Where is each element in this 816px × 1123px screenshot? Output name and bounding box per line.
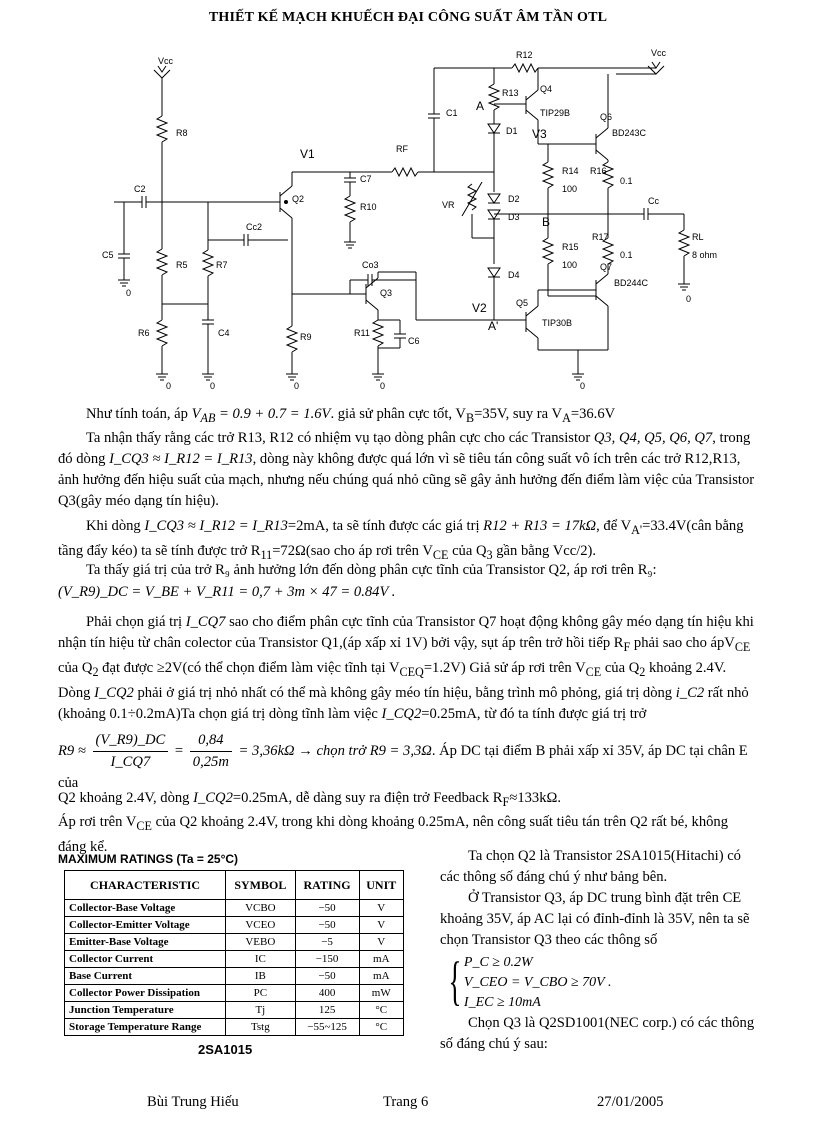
svg-text:0: 0 bbox=[126, 288, 132, 298]
paragraph-icq7: Phải chọn giá trị I_CQ7 sao cho điểm phân cực tĩnh của Transistor Q7 hoạt động không gây méo dạng tín hiệu khi nhận tín hiệu từ chân colector của Transistor Q1,(áp xấp xỉ 1V) bởi vậy, sụt áp trên trở hồi tiếp $R_F$ phải sao cho ápV$_{CE}$ của $Q_2$ đạt được ≥2V(có thể chọn điểm làm việc tĩnh tại $V_{CEQ}=1.2V$) Giả sử áp rơi trên $V_{CE}$ của $Q_2$ khoảng 2.4V. Dòng I_CQ2 phải ở giá trị nhỏ nhất có thể mà không gây méo tín hiệu, bằng trình mô phỏng, giá trị dòng i_C2 rất nhỏ (khoảng 0.1÷0.2mA)Ta chọn giá trị dòng tĩnh làm việc I_CQ2=0.25mA, từ đó ta tính được giá trị trở bbox=[58, 614, 754, 722]
paragraph-q3-choice: Chọn Q3 là Q2SD1001(NEC corp.) có các thông số đáng chú ý sau: bbox=[440, 1015, 755, 1052]
svg-text:0.1: 0.1 bbox=[620, 176, 633, 186]
col-header: RATING bbox=[295, 871, 359, 900]
svg-text:D1: D1 bbox=[506, 126, 518, 136]
svg-text:RF: RF bbox=[396, 144, 408, 154]
svg-text:Q5: Q5 bbox=[516, 298, 529, 308]
table-row: Collector Current IC −150 mA bbox=[65, 951, 404, 968]
table-row: Emitter-Base Voltage VEBO −5 V bbox=[65, 934, 404, 951]
paragraph-r9: Ta thấy giá trị của trở R₉ ảnh hưởng lớn đến dòng phân cực tĩnh của Transistor Q2, áp rơi trên R₉: bbox=[86, 562, 657, 578]
svg-text:R7: R7 bbox=[216, 260, 228, 270]
footer-date: 27/01/2005 bbox=[597, 1094, 664, 1110]
table-caption: MAXIMUM RATINGS (Ta = 25°C) bbox=[58, 852, 239, 866]
svg-text:0: 0 bbox=[580, 381, 586, 391]
page-title: THIẾT KẾ MẠCH KHUẾCH ĐẠI CÔNG SUẤT ÂM TẦN OTL bbox=[208, 10, 608, 25]
svg-text:C5: C5 bbox=[102, 250, 114, 260]
q3-conditions: { P_C ≥ 0.2W V_CEO = V_CBO ≥ 70V . I_EC ≥ 10mA bbox=[448, 951, 612, 1011]
svg-text:V3: V3 bbox=[532, 127, 547, 141]
svg-text:Vcc: Vcc bbox=[651, 48, 667, 58]
paragraph-q2-choice: Ta chọn Q2 là Transistor 2SA1015(Hitachi) có các thông số đáng chú ý như bảng bên. bbox=[440, 848, 741, 885]
ratings-table-figure bbox=[58, 852, 424, 1060]
paragraph-q3: Ở Transistor Q3, áp DC trung bình đặt trên CE khoảng 35V, áp AC lại có đỉnh-đỉnh là 35V, nên ta sẽ chọn Transistor Q3 theo các thông số bbox=[440, 890, 750, 948]
circuit-diagram bbox=[96, 44, 722, 396]
svg-text:0: 0 bbox=[294, 381, 300, 391]
svg-text:C1: C1 bbox=[446, 108, 458, 118]
svg-text:C6: C6 bbox=[408, 336, 420, 346]
svg-text:R17: R17 bbox=[592, 232, 609, 242]
table-row: Collector-Emitter Voltage VCEO −50 V bbox=[65, 917, 404, 934]
svg-text:Q7: Q7 bbox=[600, 262, 613, 272]
svg-text:R14: R14 bbox=[562, 166, 579, 176]
svg-text:BD244C: BD244C bbox=[614, 278, 649, 288]
svg-text:8 ohm: 8 ohm bbox=[692, 250, 718, 260]
part-number: 2SA1015 bbox=[198, 1042, 253, 1057]
col-header: UNIT bbox=[359, 871, 403, 900]
table-row: Collector Power Dissipation PC 400 mW bbox=[65, 985, 404, 1002]
svg-text:R9: R9 bbox=[300, 332, 312, 342]
ratings-table bbox=[64, 870, 404, 1036]
svg-text:BD243C: BD243C bbox=[612, 128, 647, 138]
svg-text:R11: R11 bbox=[354, 328, 370, 338]
svg-text:R13: R13 bbox=[502, 88, 519, 98]
vcc-left-label: Vcc bbox=[158, 56, 174, 66]
svg-text:TIP29B: TIP29B bbox=[540, 108, 571, 118]
table-row: Base Current IB −50 mA bbox=[65, 968, 404, 985]
svg-text:Q3: Q3 bbox=[380, 288, 393, 298]
svg-text:Q6: Q6 bbox=[600, 112, 613, 122]
paragraph-vab: Như tính toán, áp $V_{AB} = 0.9 + 0.7 = 1.6V$. giả sử phân cực tốt, $V_B=35V$, suy ra $V_A=36.6V$ bbox=[86, 406, 616, 425]
right-column bbox=[440, 846, 758, 1055]
svg-text:0: 0 bbox=[380, 381, 386, 391]
col-header: CHARACTERISTIC bbox=[65, 871, 226, 900]
svg-text:D2: D2 bbox=[508, 194, 520, 204]
svg-text:Cc2: Cc2 bbox=[246, 222, 263, 232]
svg-text:R12: R12 bbox=[516, 50, 533, 60]
svg-text:Q4: Q4 bbox=[540, 84, 553, 94]
equation-r9: R9 ≈ $\frac{(V\_R9)\_DC}{I\_CQ7}$ = $\frac{0,84}{0,25m}$ = 3,36kΩ → chọn trở R9 = 3,3Ω. Áp DC tại điểm B phải xấp xỉ 35V, áp DC tại chân E của bbox=[58, 732, 748, 791]
svg-text:TIP30B: TIP30B bbox=[542, 318, 573, 328]
svg-text:Co3: Co3 bbox=[362, 260, 379, 270]
svg-text:R6: R6 bbox=[138, 328, 150, 338]
table-row: Collector-Base Voltage VCBO −50 V bbox=[65, 900, 404, 917]
svg-text:A: A bbox=[476, 99, 485, 113]
svg-text:0: 0 bbox=[686, 294, 692, 304]
svg-text:0: 0 bbox=[166, 381, 172, 391]
svg-text:Cc: Cc bbox=[648, 196, 659, 206]
svg-text:RL: RL bbox=[692, 232, 704, 242]
svg-text:R5: R5 bbox=[176, 260, 188, 270]
svg-text:100: 100 bbox=[562, 184, 578, 194]
svg-text:Q2: Q2 bbox=[292, 194, 305, 204]
svg-text:V2: V2 bbox=[472, 301, 487, 315]
svg-text:V1: V1 bbox=[300, 147, 315, 161]
paragraph-power: Áp rơi trên $V_{CE}$ của Q2 khoảng 2.4V, trong khi dòng khoảng 0.25mA, nên công suất tiêu tán trên Q2 rất bé, không đáng kể. bbox=[58, 814, 729, 855]
table-row: Junction Temperature Tj 125 °C bbox=[65, 1002, 404, 1019]
svg-text:C4: C4 bbox=[218, 328, 230, 338]
svg-text:C2: C2 bbox=[134, 184, 146, 194]
equation-vr9: (V_R9)_DC = V_BE + V_R11 = 0,7 + 3m × 47 = 0.84V . bbox=[58, 584, 396, 600]
paragraph-feedback: Q2 khoảng 2.4V, dòng I_CQ2=0.25mA, dễ dàng suy ra điện trở Feedback $R_F\approx 133k\Omega$. bbox=[58, 790, 562, 809]
svg-text:A': A' bbox=[488, 319, 499, 333]
paragraph-current-2ma: Khi dòng I_CQ3 ≈ I_R12 = I_R13=2mA, ta sẽ tính được các giá trị R12 + R13 = 17kΩ, để $V_{A'}=33.4V(cân$ bằng tầng đẩy kéo) ta sẽ tính được trở $R_{11}=72\Omega(sao$ cho áp rơi trên $V_{CE}$ của $Q_3$ gần bằng Vcc/2). bbox=[58, 518, 744, 562]
svg-text:R8: R8 bbox=[176, 128, 188, 138]
table-row: Storage Temperature Range Tstg −55~125 °C bbox=[65, 1019, 404, 1036]
footer-author: Bùi Trung Hiếu bbox=[147, 1094, 239, 1110]
col-header: SYMBOL bbox=[226, 871, 296, 900]
footer-page: Trang 6 bbox=[383, 1094, 429, 1110]
svg-text:0.1: 0.1 bbox=[620, 250, 633, 260]
svg-text:R10: R10 bbox=[360, 202, 377, 212]
svg-text:B: B bbox=[542, 215, 551, 229]
svg-text:D4: D4 bbox=[508, 270, 520, 280]
svg-text:VR: VR bbox=[442, 200, 455, 210]
svg-text:100: 100 bbox=[562, 260, 578, 270]
svg-text:C7: C7 bbox=[360, 174, 372, 184]
paragraph-r12-r13: Ta nhận thấy rằng các trở R13, R12 có nhiệm vụ tạo dòng phân cực cho các Transistor Q3, Q4, Q5, Q6, Q7, trong đó dòng I_CQ3 ≈ I_R12 = I_R13, dòng này không được quá lớn vì sẽ tiêu tán công suất vô ích trên các trở R12,R13, ảnh hưởng đến hiệu suất của mạch, nhưng nếu chúng quá nhỏ cũng sẽ gây ảnh hưởng đến điểm làm việc của Transistor Q3(gây méo dạng tín hiệu). bbox=[58, 430, 755, 509]
svg-text:0: 0 bbox=[210, 381, 216, 391]
svg-text:R16: R16 bbox=[590, 166, 607, 176]
svg-text:D3: D3 bbox=[508, 212, 520, 222]
svg-text:R15: R15 bbox=[562, 242, 579, 252]
